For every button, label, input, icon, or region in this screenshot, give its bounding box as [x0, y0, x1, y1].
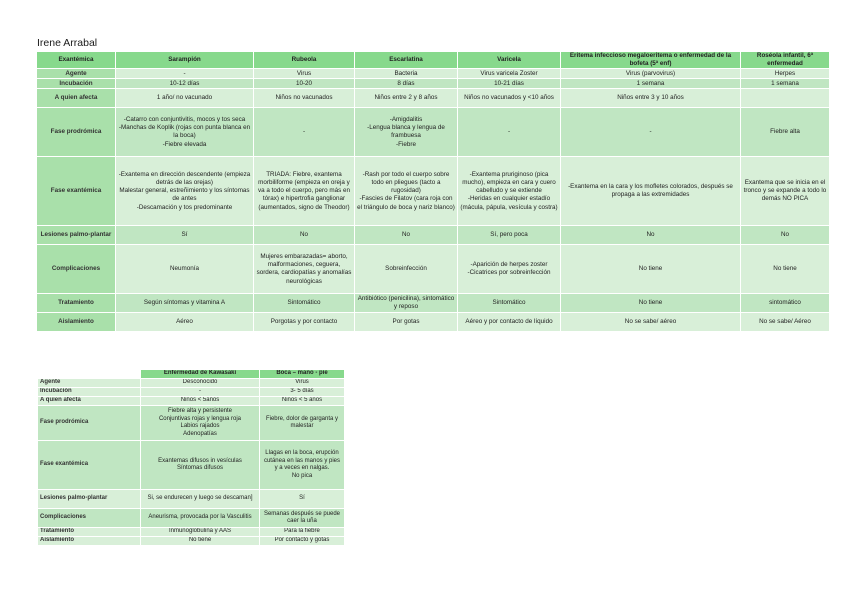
table-cell: 1 semana	[561, 79, 740, 88]
table-cell: No tiene	[741, 245, 829, 293]
table-cell: -	[561, 108, 740, 156]
table-cell: No tiene	[141, 537, 259, 545]
row-label: A quien afecta	[38, 397, 140, 405]
table-header-row	[38, 370, 344, 378]
column-header: Escarlatina	[355, 52, 457, 68]
document-title: Irene Arrabal	[37, 37, 98, 49]
table-cell: sintomático	[741, 294, 829, 312]
table-cell: Si, se endurecen y luego se descaman]	[141, 490, 259, 508]
table-cell: Sintomático	[254, 294, 354, 312]
table-cell: -	[254, 108, 354, 156]
table-cell: Desconocido	[141, 379, 259, 387]
row-label: A quien afecta	[37, 89, 115, 107]
table-cell: Antibiótico (penicilina), sintomático y reposo	[355, 294, 457, 312]
table-row	[37, 313, 829, 331]
table-cell: Virus	[254, 69, 354, 78]
table-cell: Niños < 5 años	[260, 397, 344, 405]
table-cell: Por gotas	[355, 313, 457, 331]
table-row	[38, 528, 344, 536]
table-row	[38, 406, 344, 440]
table-cell: -Exantema pruriginoso (pica mucho), empieza en cara y cuero cabelludo y se extiende -Heridas en cualquier estadío (mácula, pápula, vesícula y costra)	[458, 157, 560, 225]
table-row	[38, 490, 344, 508]
table-cell: -Amigdalitis -Lengua blanca y lengua de frambuesa -Fiebre	[355, 108, 457, 156]
column-header: Varicela	[458, 52, 560, 68]
table-cell: Niños entre 3 y 10 años	[561, 89, 740, 107]
column-header	[38, 370, 140, 378]
table-cell: Sí	[260, 490, 344, 508]
table-row	[37, 245, 829, 293]
table-cell: -	[141, 388, 259, 396]
table-cell: -	[458, 108, 560, 156]
table-row	[37, 157, 829, 225]
table-row	[38, 397, 344, 405]
table-cell: Aéreo	[116, 313, 253, 331]
table-row	[37, 108, 829, 156]
other-diseases-table	[37, 369, 345, 546]
table-cell: Llagas en la boca, erupción cutánea en las manos y pies y a veces en nalgas. No pica	[260, 441, 344, 489]
table-cell: Según síntomas y vitamina A	[116, 294, 253, 312]
row-label: Agente	[37, 69, 115, 78]
table-cell: 10-20	[254, 79, 354, 88]
table-cell: 1 año/ no vacunado	[116, 89, 253, 107]
exanthematic-diseases-table	[36, 51, 830, 332]
table-cell: Porgotas y por contacto	[254, 313, 354, 331]
table-cell: TRIADA: Fiebre, exantema morbiliforme (empieza en oreja y va a todo el cuerpo, pero más en tórax) e hipertrofia ganglionar (aumentados, signo de Theodor)	[254, 157, 354, 225]
row-label: Incubación	[38, 388, 140, 396]
table-cell: No tiene	[561, 294, 740, 312]
table-cell: Semanas después se puede caer la uña	[260, 509, 344, 527]
table-cell: -	[116, 69, 253, 78]
table-cell: Aneurisma, provocada por la Vasculitis	[141, 509, 259, 527]
row-label: Fase exantémica	[38, 441, 140, 489]
row-label: Fase prodrómica	[37, 108, 115, 156]
table-row	[37, 226, 829, 244]
table-cell: No se sabe/ Aéreo	[741, 313, 829, 331]
table-cell: Sí	[116, 226, 253, 244]
table-cell: Bacteria	[355, 69, 457, 78]
table-cell: Niños < 5años	[141, 397, 259, 405]
column-header: Sarampión	[116, 52, 253, 68]
column-header: Exantémica	[37, 52, 115, 68]
column-header: Boca – mano - pie	[260, 370, 344, 378]
row-label: Tratamiento	[37, 294, 115, 312]
table-cell: -Rash por todo el cuerpo sobre todo en pliegues (tacto a rugosidad) -Fascies de Filatov (cara roja con el triángulo de boca y nariz blanco)	[355, 157, 457, 225]
table-cell: Niños no vacunados y <10 años	[458, 89, 560, 107]
table-cell: Sí, pero poca	[458, 226, 560, 244]
table-cell: Inmunoglobulina y AAS	[141, 528, 259, 536]
row-label: Lesiones palmo-plantar	[38, 490, 140, 508]
table-cell: Aéreo y por contacto de líquido	[458, 313, 560, 331]
table-cell: 10-21 días	[458, 79, 560, 88]
table-cell: 8 días	[355, 79, 457, 88]
row-label: Aislamiento	[38, 537, 140, 545]
column-header: Roséola infantil, 6ª enfermedad	[741, 52, 829, 68]
table-cell: No	[254, 226, 354, 244]
row-label: Complicaciones	[37, 245, 115, 293]
table-cell: -Catarro con conjuntivitis, mocos y tos seca -Manchas de Koplik (rojas con punta blanca en la boca) -Fiebre elevada	[116, 108, 253, 156]
table-row	[38, 379, 344, 387]
table-cell: Por contacto y gotas	[260, 537, 344, 545]
table-cell: Virus (parvovirus)	[561, 69, 740, 78]
row-label: Lesiones palmo-plantar	[37, 226, 115, 244]
table-cell: Virus	[260, 379, 344, 387]
row-label: Fase prodrómica	[38, 406, 140, 440]
table-row	[38, 509, 344, 527]
table-cell: Niños entre 2 y 8 años	[355, 89, 457, 107]
table-cell: Niños no vacunados	[254, 89, 354, 107]
column-header: Rubeola	[254, 52, 354, 68]
column-header: Enfermedad de Kawasaki	[141, 370, 259, 378]
table-cell: Sobreinfección	[355, 245, 457, 293]
table-cell: Virus varicela Zoster	[458, 69, 560, 78]
table-row	[37, 294, 829, 312]
table-cell: Exantemas difusos in vesículas Síntomas difusos	[141, 441, 259, 489]
table-cell: 1 semana	[741, 79, 829, 88]
table-cell: -Exantema en la cara y los mofletes colorados, después se propaga a las extremidades	[561, 157, 740, 225]
table-cell: -Exantema en dirección descendente (empieza detrás de las orejas) Malestar general, estreñimiento y los síntomas de antes -Descamación y tos predominante	[116, 157, 253, 225]
table-cell: No	[355, 226, 457, 244]
table-row	[38, 388, 344, 396]
table-cell: 10-12 días	[116, 79, 253, 88]
row-label: Fase exantémica	[37, 157, 115, 225]
table-cell: No	[741, 226, 829, 244]
table-cell: Neumonía	[116, 245, 253, 293]
row-label: Incubación	[37, 79, 115, 88]
row-label: Aislamiento	[37, 313, 115, 331]
table-cell: -Aparición de herpes zoster -Cicatrices por sobreinfección	[458, 245, 560, 293]
table-cell: Fiebre, dolor de garganta y malestar	[260, 406, 344, 440]
table-cell: No tiene	[561, 245, 740, 293]
table-row	[37, 69, 829, 78]
table-row	[37, 89, 829, 107]
row-label: Tratamiento	[38, 528, 140, 536]
table-cell: Herpes	[741, 69, 829, 78]
table-row	[38, 537, 344, 545]
table-cell: 3- 5 días	[260, 388, 344, 396]
column-header: Eritema infeccioso megaloeritema o enfermedad de la bofeta (5ª enf)	[561, 52, 740, 68]
table-cell: No se sabe/ aéreo	[561, 313, 740, 331]
table-cell: Para la fiebre	[260, 528, 344, 536]
table-cell: Sintomático	[458, 294, 560, 312]
table-header-row	[37, 52, 829, 68]
row-label: Complicaciones	[38, 509, 140, 527]
table-row	[38, 441, 344, 489]
table-cell	[741, 89, 829, 107]
row-label: Agente	[38, 379, 140, 387]
table-cell: Mujeres embarazadas= aborto, malformaciones, ceguera, sordera, cardiopatías y anomalías neurológicas	[254, 245, 354, 293]
table-cell: Exantema que se inicia en el tronco y se expande a todo lo demás NO PICA	[741, 157, 829, 225]
table-row	[37, 79, 829, 88]
table-cell: No	[561, 226, 740, 244]
table-cell: Fiebre alta	[741, 108, 829, 156]
table-cell: Fiebre alta y persistente Conjuntivas rojas y lengua roja Labios rajados Adenopatías	[141, 406, 259, 440]
